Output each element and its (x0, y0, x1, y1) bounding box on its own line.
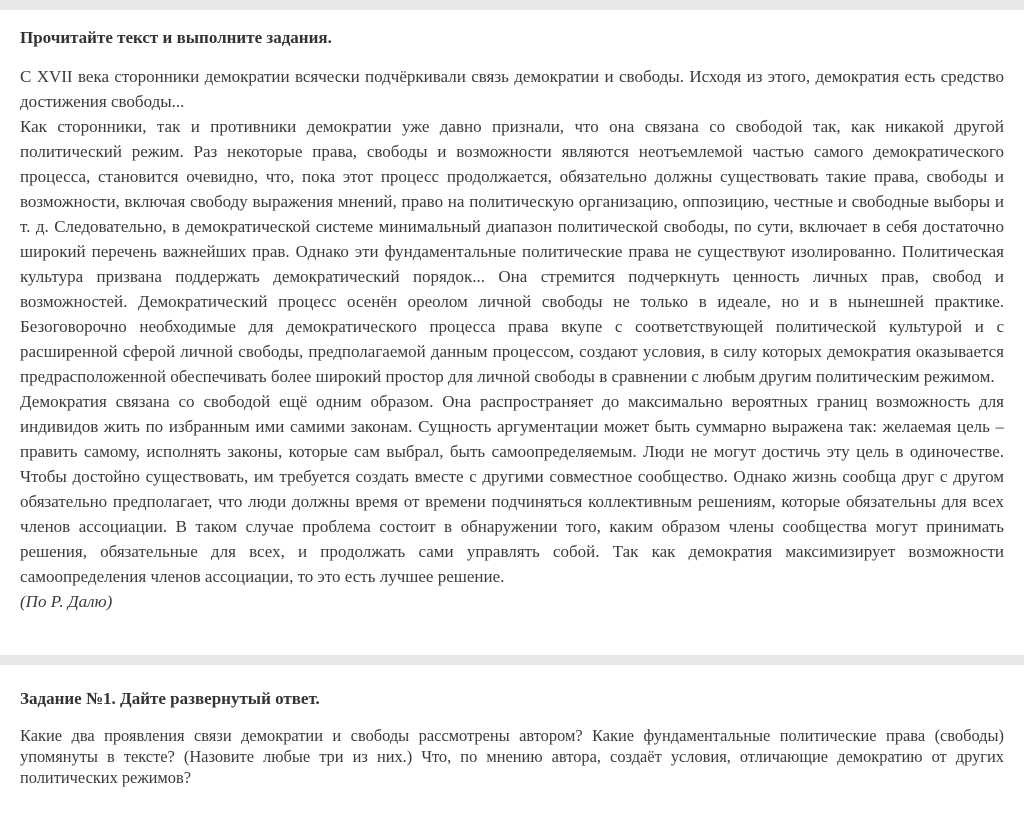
passage-paragraph-2: Как сторонники, так и противники демократии уже давно признали, что она связана со свободой так, как никакой другой политический режим. Раз некоторые права, свободы и возможности являются неотъемлемой частью самого демократического процесса, становится очевидно, что, пока этот процесс продолжается, обязательно должны существовать такие права, свободы и возможности, включая свободу выражения мнений, право на политическую организацию, оппозицию, честные и свободные выборы и т. д. Следовательно, в демократической системе минимальный диапазон политической свободы, по сути, включает в себя достаточно широкий перечень важнейших прав. Однако эти фундаментальные политические права не существуют изолированно. Политическая культура призвана поддержать демократический порядок... Она стремится подчеркнуть ценность личных прав, свобод и возможностей. Демократический процесс осенён ореолом личной свободы не только в идеале, но и в нынешней практике. Безоговорочно необходимые для демократического процесса права вкупе с соответствующей политической культурой и с расширенной сферой личной свободы, предполагаемой данным процессом, создают условия, в силу которых демократия оказывается предрасположенной обеспечивать более широкий простор для личной свободы в сравнении с любым другим политическим режимом. (20, 117, 1004, 386)
section-divider (0, 655, 1024, 665)
task-question: Какие два проявления связи демократии и свободы рассмотрены автором? Какие фундаментальные политические права (свободы) упомянуты в тексте? (Назовите любые три из них.) Что, по мнению автора, создаёт условия, отличающие демократию от других политических режимов? (20, 726, 1004, 787)
task-heading: Задание №1. Дайте развернутый ответ. (20, 689, 320, 708)
passage-paragraph-3: Демократия связана со свободой ещё одним образом. Она распространяет до максимально вероятных границ возможность для индивидов жить по избранным ими самими законам. Сущность аргументации может быть суммарно выражена так: желаемая цель – править самому, исполнять законы, которые сам выбрал, быть самоопределяемым. Люди не могут достичь эту цель в одиночестве. Чтобы достойно существовать, им требуется создать вместе с другими совместное сообщество. Однако жизнь сообща друг с другом обязательно предполагает, что люди должны время от времени подчиняться коллективным решениям, которые обязательны для всех членов ассоциации. В таком случае проблема состоит в обнаружении того, каким образом члены сообщества могут принимать решения, обязательные для всех, и продолжать сами управлять собой. Так как демократия максимизирует возможности самоопределения членов ассоциации, то это есть лучшее решение. (20, 392, 1004, 586)
passage-attribution: (По Р. Далю) (20, 592, 113, 611)
task-card (0, 665, 1024, 816)
reading-text-card (0, 10, 1024, 655)
reading-instruction-heading: Прочитайте текст и выполните задания. (20, 28, 332, 47)
top-strip (0, 0, 1024, 10)
reading-passage (20, 64, 1004, 614)
passage-paragraph-1: С XVII века сторонники демократии всячески подчёркивали связь демократии и свободы. Исходя из этого, демократия есть средство достижения свободы... (20, 67, 1004, 111)
